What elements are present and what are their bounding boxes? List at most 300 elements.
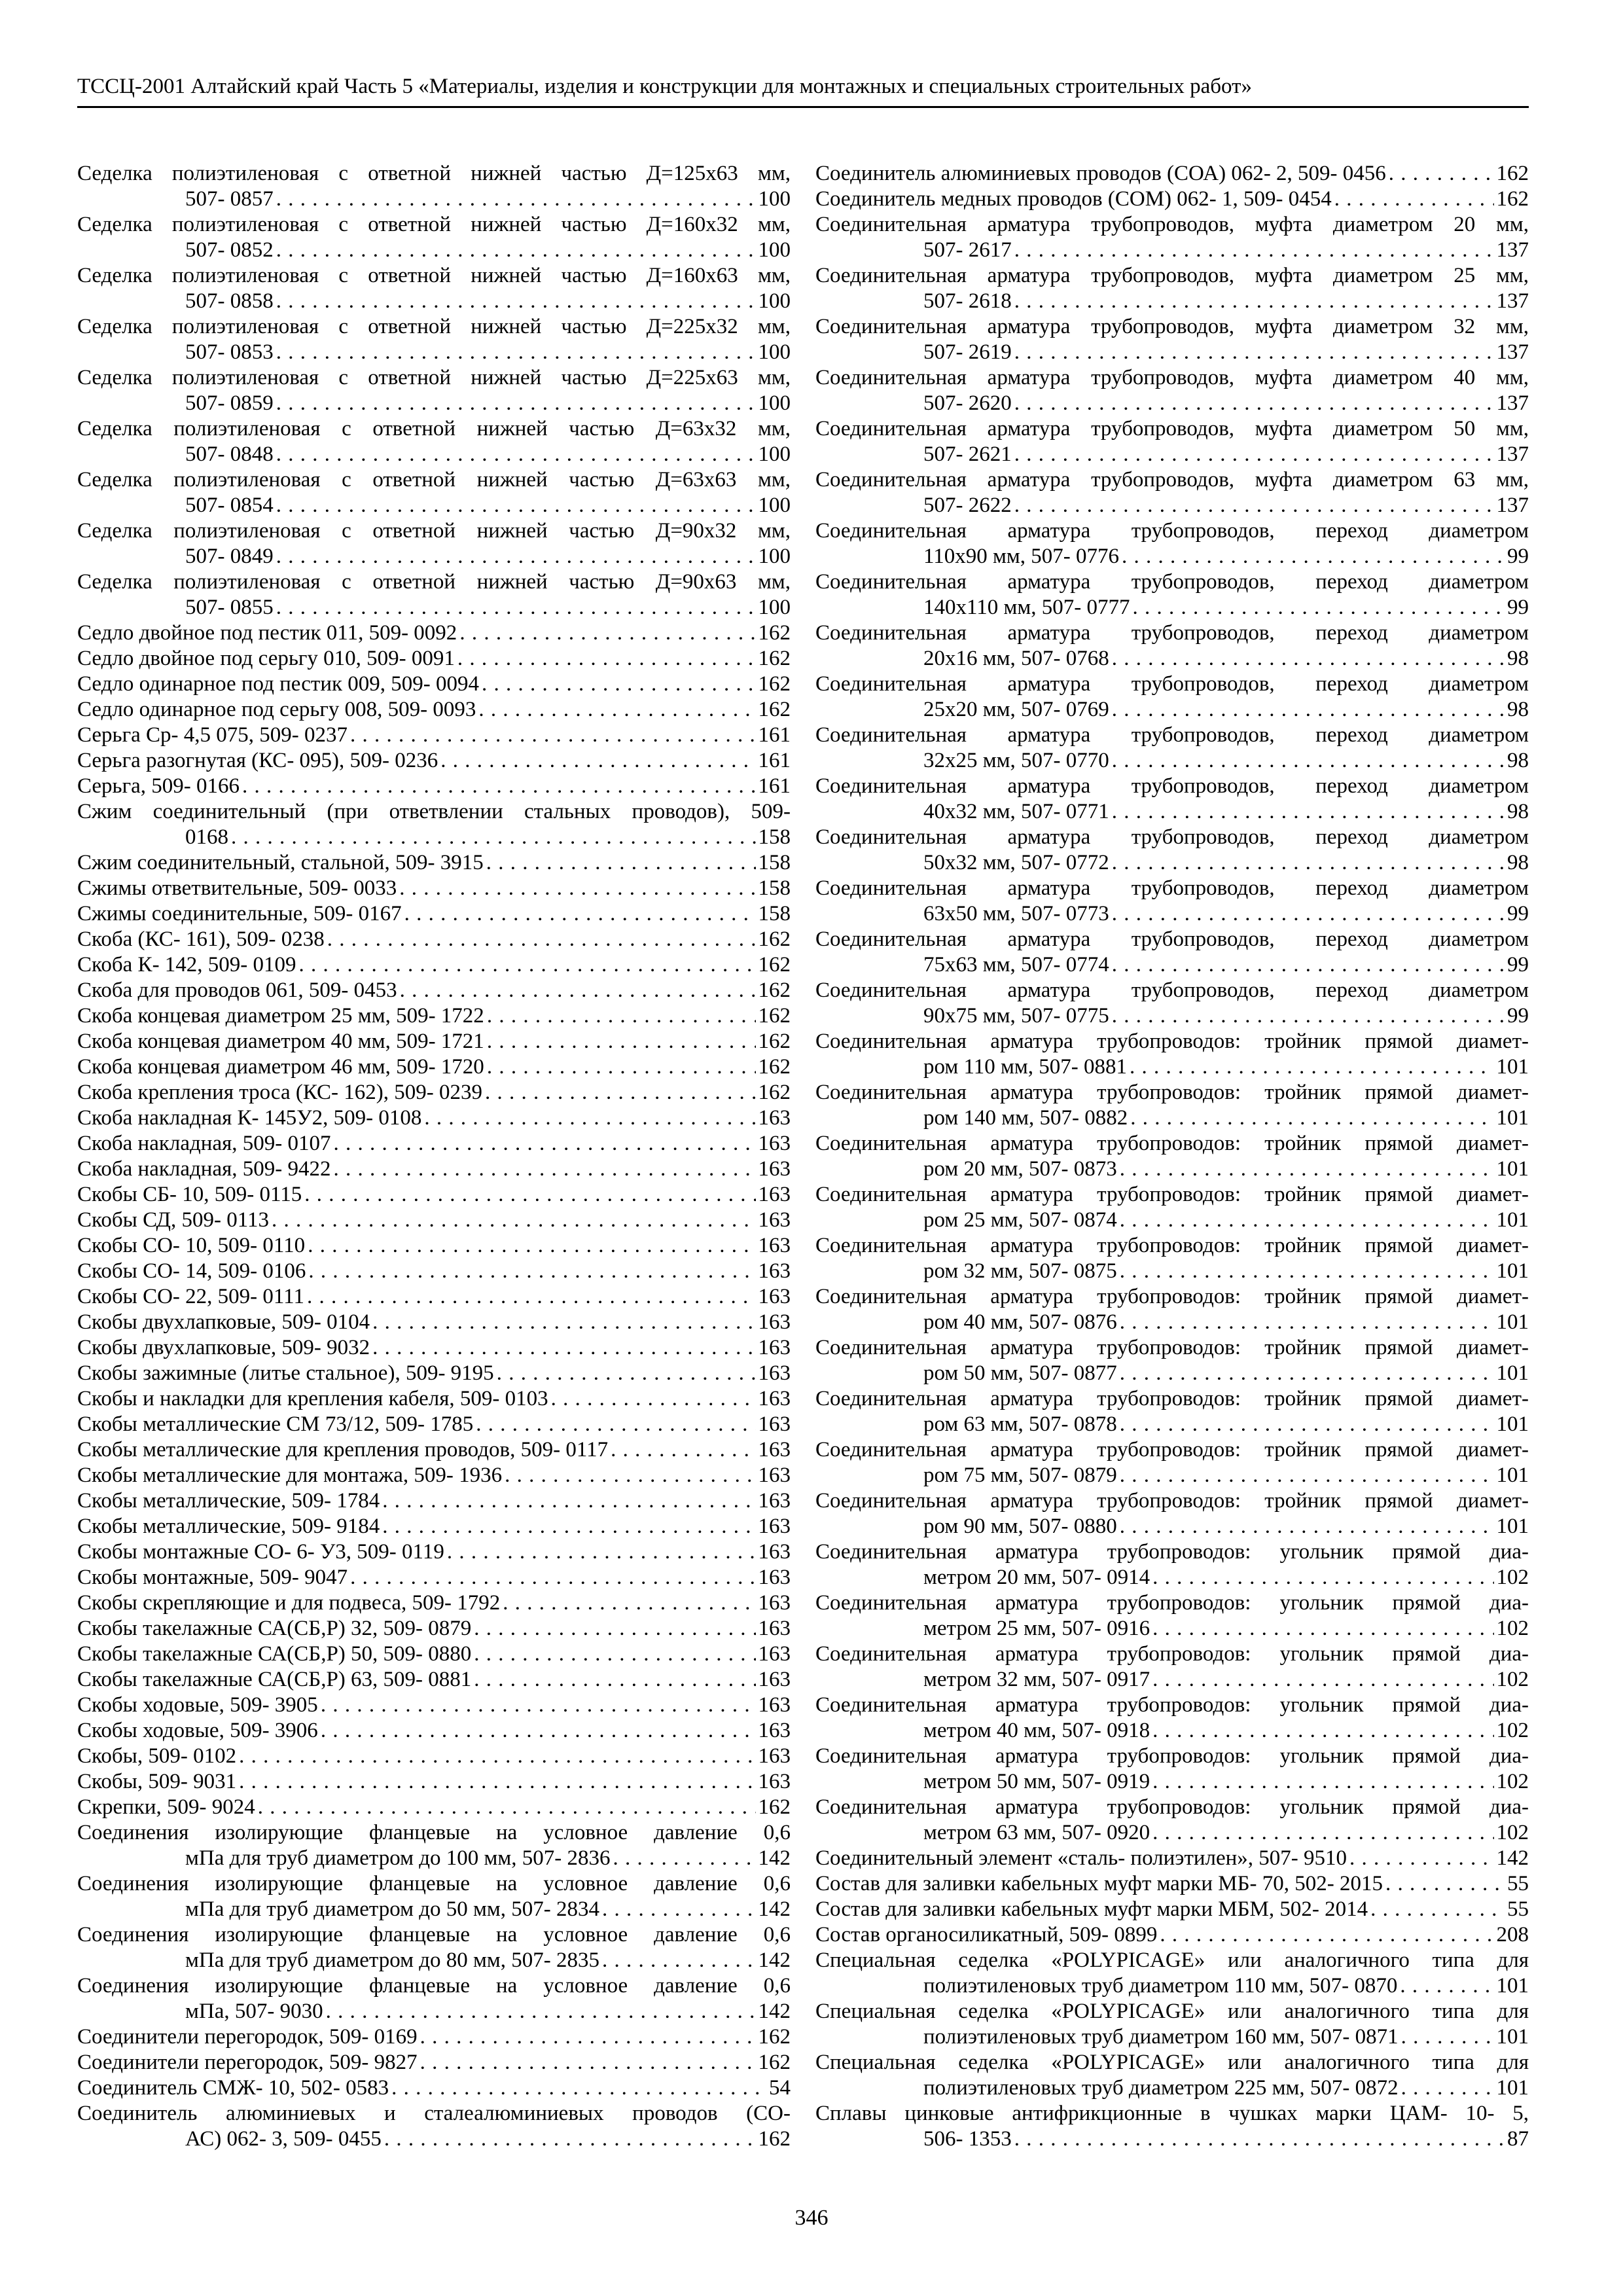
entry-code: Соединитель медных проводов (СОМ) 062- 1, 509- 0454 xyxy=(815,187,1332,211)
dot-leader xyxy=(487,1054,756,1080)
dot-leader xyxy=(1349,1846,1493,1871)
entry-code: Скобы металлические для крепления проводов, 509- 0117 xyxy=(77,1438,609,1462)
entry-page-number: 98 xyxy=(1507,698,1529,721)
index-entry xyxy=(815,1846,1529,1871)
entry-code: Скобы и накладки для крепления кабеля, 509- 0103 xyxy=(77,1387,548,1410)
entry-code: Соединительный элемент «сталь- полиэтилен», 507- 9510 xyxy=(815,1846,1347,1870)
entry-description: Седелка полиэтиленовая с ответной нижней частью Д=63х63 мм, xyxy=(77,468,791,492)
index-entry xyxy=(77,1565,791,1590)
index-entry xyxy=(77,2075,791,2101)
dot-leader xyxy=(326,1999,756,2024)
page-number: 346 xyxy=(794,2206,829,2230)
entry-page-number: 163 xyxy=(758,1668,791,1691)
entry-page-number: 163 xyxy=(758,1489,791,1513)
dot-leader xyxy=(474,1616,755,1641)
entry-code: 63х50 мм, 507- 0773 xyxy=(923,902,1109,925)
entry-description: Седелка полиэтиленовая с ответной нижней частью Д=125х63 мм, xyxy=(77,162,791,185)
dot-leader xyxy=(485,1080,755,1105)
entry-code: Скоба накладная, 509- 9422 xyxy=(77,1157,331,1181)
entry-code: Скобы, 509- 9031 xyxy=(77,1770,237,1793)
entry-page-number: 142 xyxy=(758,1846,791,1870)
entry-page-number: 158 xyxy=(758,902,791,925)
dot-leader xyxy=(478,697,755,723)
entry-page-number: 162 xyxy=(758,2051,791,2074)
dot-leader xyxy=(382,1488,755,1514)
entry-page-number: 101 xyxy=(1496,1463,1529,1487)
entry-page-number: 137 xyxy=(1496,442,1529,466)
entry-page-number: 102 xyxy=(1496,1617,1529,1640)
dot-leader xyxy=(474,1667,755,1693)
entry-description: Соединительная арматура трубопроводов: угольник прямой диа- xyxy=(815,1540,1529,1564)
entry-code: Скобы СО- 10, 509- 0110 xyxy=(77,1234,306,1257)
entry-code: Соединители перегородок, 509- 9827 xyxy=(77,2051,418,2074)
entry-code: Скоба крепления троса (КС- 162), 509- 0239 xyxy=(77,1081,483,1104)
entry-page-number: 101 xyxy=(1496,1515,1529,1538)
entry-page-number: 98 xyxy=(1507,851,1529,874)
index-entry xyxy=(77,1437,791,1463)
entry-page-number: 162 xyxy=(758,698,791,721)
index-entry xyxy=(77,799,791,850)
entry-code: 507- 0849 xyxy=(185,545,274,568)
entry-description: Соединительная арматура трубопроводов: угольник прямой диа- xyxy=(815,1693,1529,1717)
entry-page-number: 99 xyxy=(1507,596,1529,619)
index-entry xyxy=(815,467,1529,518)
index-entry xyxy=(77,1795,791,1820)
dot-leader xyxy=(307,1284,756,1310)
dot-leader xyxy=(1112,952,1505,978)
entry-description: Соединительная арматура трубопроводов, переход диаметром xyxy=(815,825,1529,849)
header-divider xyxy=(77,106,1529,108)
entry-code: Скобы металлические для монтажа, 509- 1936 xyxy=(77,1463,503,1487)
entry-page-number: 162 xyxy=(758,1055,791,1079)
dot-leader xyxy=(258,1795,756,1820)
dot-leader xyxy=(276,544,756,569)
entry-page-number: 163 xyxy=(758,1515,791,1538)
entry-description: Соединительная арматура трубопроводов: угольник прямой диа- xyxy=(815,1795,1529,1819)
entry-page-number: 101 xyxy=(1496,2025,1529,2049)
entry-page-number: 163 xyxy=(758,1566,791,1589)
entry-page-number: 162 xyxy=(758,1004,791,1028)
dot-leader xyxy=(457,646,756,672)
entry-code: 507- 0858 xyxy=(185,289,274,313)
index-entry xyxy=(77,1259,791,1284)
entry-page-number: 161 xyxy=(758,774,791,798)
entry-page-number: 101 xyxy=(1496,1361,1529,1385)
entry-code: 506- 1353 xyxy=(923,2127,1012,2151)
dot-leader xyxy=(391,2075,766,2101)
dot-leader xyxy=(1112,1003,1505,1029)
entry-page-number: 158 xyxy=(758,851,791,874)
entry-code: Соединитель СМЖ- 10, 502- 0583 xyxy=(77,2076,389,2100)
entry-code: Серьга, 509- 0166 xyxy=(77,774,240,798)
entry-code: Скоба для проводов 061, 509- 0453 xyxy=(77,978,397,1002)
index-entry xyxy=(815,1897,1529,1922)
dot-leader xyxy=(1122,544,1505,569)
entry-code: Сжимы соединительные, 509- 0167 xyxy=(77,902,402,925)
dot-leader xyxy=(1120,1310,1494,1335)
entry-description: Соединительная арматура трубопроводов: тройник прямой диамет- xyxy=(815,1438,1529,1462)
entry-code: 50х32 мм, 507- 0772 xyxy=(923,851,1109,874)
entry-description: Сжим соединительный (при ответвлении стальных проводов), 509- xyxy=(77,800,791,823)
entry-page-number: 137 xyxy=(1496,289,1529,313)
entry-code: мПа для труб диаметром до 100 мм, 507- 2836 xyxy=(185,1846,611,1870)
entry-page-number: 87 xyxy=(1507,2127,1529,2151)
dot-leader xyxy=(308,1233,755,1259)
dot-leader xyxy=(440,748,755,774)
index-entry xyxy=(77,748,791,774)
dot-leader xyxy=(486,850,756,876)
entry-description: Специальная седелка «POLYPICAGE» или аналогичного типа для xyxy=(815,2051,1529,2074)
dot-leader xyxy=(1152,1769,1493,1795)
dot-leader xyxy=(276,238,756,263)
entry-page-number: 101 xyxy=(1496,1259,1529,1283)
entry-code: ром 140 мм, 507- 0882 xyxy=(923,1106,1128,1130)
dot-leader xyxy=(372,1310,755,1335)
index-entry xyxy=(77,212,791,263)
index-entry xyxy=(77,1284,791,1310)
entry-code: ром 20 мм, 507- 0873 xyxy=(923,1157,1117,1181)
index-entry xyxy=(815,365,1529,416)
entry-code: Скобы металлические, 509- 1784 xyxy=(77,1489,380,1513)
entry-description: Соединения изолирующие фланцевые на условное давление 0,6 xyxy=(77,1974,791,1998)
entry-page-number: 137 xyxy=(1496,391,1529,415)
index-entry xyxy=(77,1871,791,1922)
index-entry xyxy=(77,1335,791,1361)
entry-page-number: 100 xyxy=(758,391,791,415)
dot-leader xyxy=(1133,595,1505,620)
index-entry xyxy=(77,314,791,365)
dot-leader xyxy=(611,1437,755,1463)
index-entry xyxy=(815,620,1529,672)
entry-page-number: 163 xyxy=(758,1310,791,1334)
entry-page-number: 208 xyxy=(1496,1923,1529,1946)
entry-page-number: 100 xyxy=(758,187,791,211)
dot-leader xyxy=(276,391,756,416)
entry-page-number: 163 xyxy=(758,1106,791,1130)
entry-code: полиэтиленовых труб диаметром 110 мм, 507- 0870 xyxy=(923,1974,1398,1998)
index-entry xyxy=(815,416,1529,467)
index-entry xyxy=(77,1003,791,1029)
index-entry xyxy=(77,2101,791,2152)
entry-code: 110х90 мм, 507- 0776 xyxy=(923,545,1120,568)
dot-leader xyxy=(476,1412,755,1437)
dot-leader xyxy=(1130,1105,1493,1131)
entry-code: Серьга разогнутая (КС- 095), 509- 0236 xyxy=(77,749,438,772)
entry-code: Скобы такелажные СА(СБ,Р) 50, 509- 0880 xyxy=(77,1642,472,1666)
entry-description: Соединительная арматура трубопроводов, переход диаметром xyxy=(815,927,1529,951)
index-entry xyxy=(77,1105,791,1131)
index-column-left xyxy=(77,161,791,2152)
entry-code: 507- 0853 xyxy=(185,340,274,364)
entry-description: Соединительная арматура трубопроводов: тройник прямой диамет- xyxy=(815,1285,1529,1308)
entry-page-number: 99 xyxy=(1507,1004,1529,1028)
entry-page-number: 163 xyxy=(758,1387,791,1410)
index-entry xyxy=(77,1412,791,1437)
entry-code: Седло одинарное под серьгу 008, 509- 0093 xyxy=(77,698,476,721)
entry-description: Соединительная арматура трубопроводов, переход диаметром xyxy=(815,621,1529,645)
entry-description: Седелка полиэтиленовая с ответной нижней частью Д=225х63 мм, xyxy=(77,366,791,389)
index-entry xyxy=(77,672,791,697)
entry-code: метром 32 мм, 507- 0917 xyxy=(923,1668,1150,1691)
entry-page-number: 163 xyxy=(758,1591,791,1615)
entry-code: полиэтиленовых труб диаметром 225 мм, 507- 0872 xyxy=(923,2076,1399,2100)
dot-leader xyxy=(1130,1054,1493,1080)
entry-page-number: 162 xyxy=(758,978,791,1002)
entry-page-number: 55 xyxy=(1507,1897,1529,1921)
entry-page-number: 163 xyxy=(758,1540,791,1564)
index-entry xyxy=(77,697,791,723)
entry-page-number: 100 xyxy=(758,545,791,568)
entry-description: Седелка полиэтиленовая с ответной нижней частью Д=225х32 мм, xyxy=(77,315,791,338)
dot-leader xyxy=(505,1463,755,1488)
entry-page-number: 98 xyxy=(1507,800,1529,823)
entry-code: 507- 0852 xyxy=(185,238,274,262)
entry-code: ром 90 мм, 507- 0880 xyxy=(923,1515,1117,1538)
entry-page-number: 137 xyxy=(1496,493,1529,517)
entry-description: Седелка полиэтиленовая с ответной нижней частью Д=90х63 мм, xyxy=(77,570,791,594)
entry-description: Соединительная арматура трубопроводов: угольник прямой диа- xyxy=(815,1591,1529,1615)
entry-code: Скобы монтажные, 509- 9047 xyxy=(77,1566,348,1589)
entry-code: Скобы металлические, 509- 9184 xyxy=(77,1515,380,1538)
dot-leader xyxy=(424,1105,755,1131)
index-entry xyxy=(77,416,791,467)
index-entry xyxy=(77,1029,791,1054)
entry-page-number: 55 xyxy=(1507,1872,1529,1895)
entry-code: полиэтиленовых труб диаметром 160 мм, 507- 0871 xyxy=(923,2025,1399,2049)
entry-code: Скобы скрепляющие и для подвеса, 509- 1792 xyxy=(77,1591,501,1615)
entry-code: Скоба К- 142, 509- 0109 xyxy=(77,953,296,977)
entry-code: Седло одинарное под пестик 009, 509- 0094 xyxy=(77,672,480,696)
entry-code: Состав органосиликатный, 509- 0899 xyxy=(815,1923,1158,1946)
entry-description: Соединительная арматура трубопроводов: тройник прямой диамет- xyxy=(815,1081,1529,1104)
entry-page-number: 99 xyxy=(1507,545,1529,568)
entry-page-number: 163 xyxy=(758,1642,791,1666)
entry-page-number: 102 xyxy=(1496,1821,1529,1844)
index-entry xyxy=(815,876,1529,927)
index-entry xyxy=(77,1718,791,1744)
dot-leader xyxy=(482,672,755,697)
entry-code: Седло двойное под пестик 011, 509- 0092 xyxy=(77,621,457,645)
dot-leader xyxy=(276,289,756,314)
entry-code: ром 40 мм, 507- 0876 xyxy=(923,1310,1117,1334)
entry-page-number: 101 xyxy=(1496,1412,1529,1436)
entry-code: Сжим соединительный, стальной, 509- 3915 xyxy=(77,851,484,874)
index-entry xyxy=(815,1693,1529,1744)
entry-page-number: 163 xyxy=(758,1285,791,1308)
dot-leader xyxy=(1014,340,1494,365)
index-entry xyxy=(77,1080,791,1105)
entry-code: Скобы СО- 14, 509- 0106 xyxy=(77,1259,306,1283)
index-entry xyxy=(77,1616,791,1641)
entry-page-number: 158 xyxy=(758,825,791,849)
index-entry xyxy=(77,1310,791,1335)
entry-page-number: 137 xyxy=(1496,340,1529,364)
entry-code: 75х63 мм, 507- 0774 xyxy=(923,953,1109,977)
dot-leader xyxy=(1120,1463,1494,1488)
dot-leader xyxy=(350,1565,755,1590)
dot-leader xyxy=(1112,799,1505,825)
entry-code: мПа, 507- 9030 xyxy=(185,2000,323,2023)
index-entry xyxy=(77,952,791,978)
entry-page-number: 99 xyxy=(1507,902,1529,925)
entry-code: АС) 062- 3, 509- 0455 xyxy=(185,2127,382,2151)
entry-code: ром 25 мм, 507- 0874 xyxy=(923,1208,1117,1232)
entry-code: 0168 xyxy=(185,825,228,849)
entry-page-number: 100 xyxy=(758,596,791,619)
index-entry xyxy=(77,1488,791,1514)
dot-leader xyxy=(327,927,756,952)
entry-page-number: 162 xyxy=(758,2025,791,2049)
dot-leader xyxy=(334,1157,756,1182)
entry-code: Скобы такелажные СА(СБ,Р) 32, 509- 0879 xyxy=(77,1617,472,1640)
entry-description: Соединительная арматура трубопроводов, переход диаметром xyxy=(815,774,1529,798)
dot-leader xyxy=(276,442,756,467)
entry-code: ром 32 мм, 507- 0875 xyxy=(923,1259,1117,1283)
entry-code: Скобы монтажные СО- 6- У3, 509- 0119 xyxy=(77,1540,444,1564)
index-entry xyxy=(77,1054,791,1080)
index-entry xyxy=(77,1514,791,1539)
dot-leader xyxy=(299,952,756,978)
index-entry xyxy=(815,212,1529,263)
dot-leader xyxy=(1014,493,1494,518)
entry-page-number: 142 xyxy=(758,2000,791,2023)
entry-code: Серьга Ср- 4,5 075, 509- 0237 xyxy=(77,723,348,747)
entry-code: Соединители перегородок, 509- 0169 xyxy=(77,2025,418,2049)
entry-code: 507- 0848 xyxy=(185,442,274,466)
entry-page-number: 162 xyxy=(758,1030,791,1053)
dot-leader xyxy=(242,774,755,799)
dot-leader xyxy=(1014,289,1494,314)
index-entry xyxy=(77,901,791,927)
dot-leader xyxy=(1014,391,1494,416)
entry-code: 507- 0857 xyxy=(185,187,274,211)
entry-description: Соединительная арматура трубопроводов: тройник прямой диамет- xyxy=(815,1489,1529,1513)
dot-leader xyxy=(474,1641,755,1667)
entry-code: 507- 2617 xyxy=(923,238,1012,262)
entry-code: Состав для заливки кабельных муфт марки МБМ, 502- 2014 xyxy=(815,1897,1368,1921)
entry-page-number: 163 xyxy=(758,1234,791,1257)
entry-page-number: 163 xyxy=(758,1259,791,1283)
entry-description: Соединительная арматура трубопроводов: тройник прямой диамет- xyxy=(815,1336,1529,1359)
entry-code: мПа для труб диаметром до 80 мм, 507- 2835 xyxy=(185,1948,600,1972)
entry-description: Соединительная арматура трубопроводов, муфта диаметром 32 мм, xyxy=(815,315,1529,338)
entry-code: 507- 0855 xyxy=(185,596,274,619)
dot-leader xyxy=(399,876,755,901)
index-entry xyxy=(77,365,791,416)
entry-page-number: 101 xyxy=(1496,1208,1529,1232)
dot-leader xyxy=(551,1386,756,1412)
entry-code: 507- 0859 xyxy=(185,391,274,415)
entry-description: Соединительная арматура трубопроводов, переход диаметром xyxy=(815,978,1529,1002)
entry-code: Скобы, 509- 0102 xyxy=(77,1744,237,1768)
entry-page-number: 101 xyxy=(1496,1974,1529,1998)
dot-leader xyxy=(239,1769,755,1795)
entry-code: Скобы СО- 22, 509- 0111 xyxy=(77,1285,304,1308)
index-entry xyxy=(815,774,1529,825)
dot-leader xyxy=(276,187,756,212)
entry-code: Седло двойное под серьгу 010, 509- 0091 xyxy=(77,647,455,670)
entry-code: 507- 2619 xyxy=(923,340,1012,364)
dot-leader xyxy=(1152,1820,1493,1846)
entry-code: Сжимы ответвительные, 509- 0033 xyxy=(77,876,397,900)
entry-page-number: 162 xyxy=(758,1795,791,1819)
entry-description: Соединительная арматура трубопроводов: тройник прямой диамет- xyxy=(815,1234,1529,1257)
index-entry xyxy=(815,1999,1529,2050)
entry-page-number: 142 xyxy=(758,1897,791,1921)
entry-code: ром 75 мм, 507- 0879 xyxy=(923,1463,1117,1487)
entry-description: Соединительная арматура трубопроводов, муфта диаметром 40 мм, xyxy=(815,366,1529,389)
index-entry xyxy=(77,1769,791,1795)
entry-page-number: 101 xyxy=(1496,1106,1529,1130)
index-column-right xyxy=(815,161,1529,2152)
entry-page-number: 162 xyxy=(758,647,791,670)
index-entry xyxy=(77,1667,791,1693)
entry-description: Соединительная арматура трубопроводов, переход диаметром xyxy=(815,723,1529,747)
entry-code: Скрепки, 509- 9024 xyxy=(77,1795,255,1819)
dot-leader xyxy=(1120,1157,1494,1182)
dot-leader xyxy=(321,1718,756,1744)
index-entry xyxy=(77,1157,791,1182)
entry-description: Соединительная арматура трубопроводов, переход диаметром xyxy=(815,672,1529,696)
entry-page-number: 99 xyxy=(1507,953,1529,977)
entry-page-number: 161 xyxy=(758,723,791,747)
index-entry xyxy=(815,2050,1529,2101)
entry-page-number: 100 xyxy=(758,442,791,466)
index-entry xyxy=(815,1795,1529,1846)
dot-leader xyxy=(231,825,756,850)
index-entry xyxy=(77,1641,791,1667)
entry-code: Состав для заливки кабельных муфт марки МБ- 70, 502- 2015 xyxy=(815,1872,1383,1895)
entry-description: Специальная седелка «POLYPICAGE» или аналогичного типа для xyxy=(815,2000,1529,2023)
index-entry xyxy=(77,1386,791,1412)
index-entry xyxy=(815,1539,1529,1590)
index-entry xyxy=(77,1922,791,1973)
index-entry xyxy=(815,263,1529,314)
dot-leader xyxy=(1120,1208,1494,1233)
entry-description: Соединительная арматура трубопроводов: угольник прямой диа- xyxy=(815,1744,1529,1768)
entry-page-number: 162 xyxy=(758,1081,791,1104)
index-entry xyxy=(815,1080,1529,1131)
index-entry xyxy=(815,1131,1529,1182)
entry-page-number: 162 xyxy=(758,621,791,645)
dot-leader xyxy=(1152,1718,1493,1744)
dot-leader xyxy=(1014,442,1494,467)
index-entry xyxy=(815,1437,1529,1488)
entry-page-number: 54 xyxy=(769,2076,791,2100)
entry-code: ром 110 мм, 507- 0881 xyxy=(923,1055,1128,1079)
entry-code: 40х32 мм, 507- 0771 xyxy=(923,800,1109,823)
dot-leader xyxy=(1014,238,1494,263)
entry-description: Специальная седелка «POLYPICAGE» или аналогичного типа для xyxy=(815,1948,1529,1972)
index-entry xyxy=(77,646,791,672)
dot-leader xyxy=(1014,2126,1505,2152)
entry-code: Скобы СД, 509- 0113 xyxy=(77,1208,269,1232)
entry-code: 90х75 мм, 507- 0775 xyxy=(923,1004,1109,1028)
entry-page-number: 98 xyxy=(1507,749,1529,772)
entry-page-number: 137 xyxy=(1496,238,1529,262)
entry-code: 507- 2621 xyxy=(923,442,1012,466)
index-entry xyxy=(815,1922,1529,1948)
entry-description: Соединительная арматура трубопроводов, переход диаметром xyxy=(815,570,1529,594)
entry-page-number: 162 xyxy=(758,672,791,696)
entry-page-number: 101 xyxy=(1496,1310,1529,1334)
entry-description: Соединительная арматура трубопроводов: тройник прямой диамет- xyxy=(815,1387,1529,1410)
entry-page-number: 163 xyxy=(758,1157,791,1181)
dot-leader xyxy=(1120,1259,1494,1284)
entry-page-number: 163 xyxy=(758,1719,791,1742)
dot-leader xyxy=(420,2050,756,2075)
index-entry xyxy=(815,161,1529,187)
